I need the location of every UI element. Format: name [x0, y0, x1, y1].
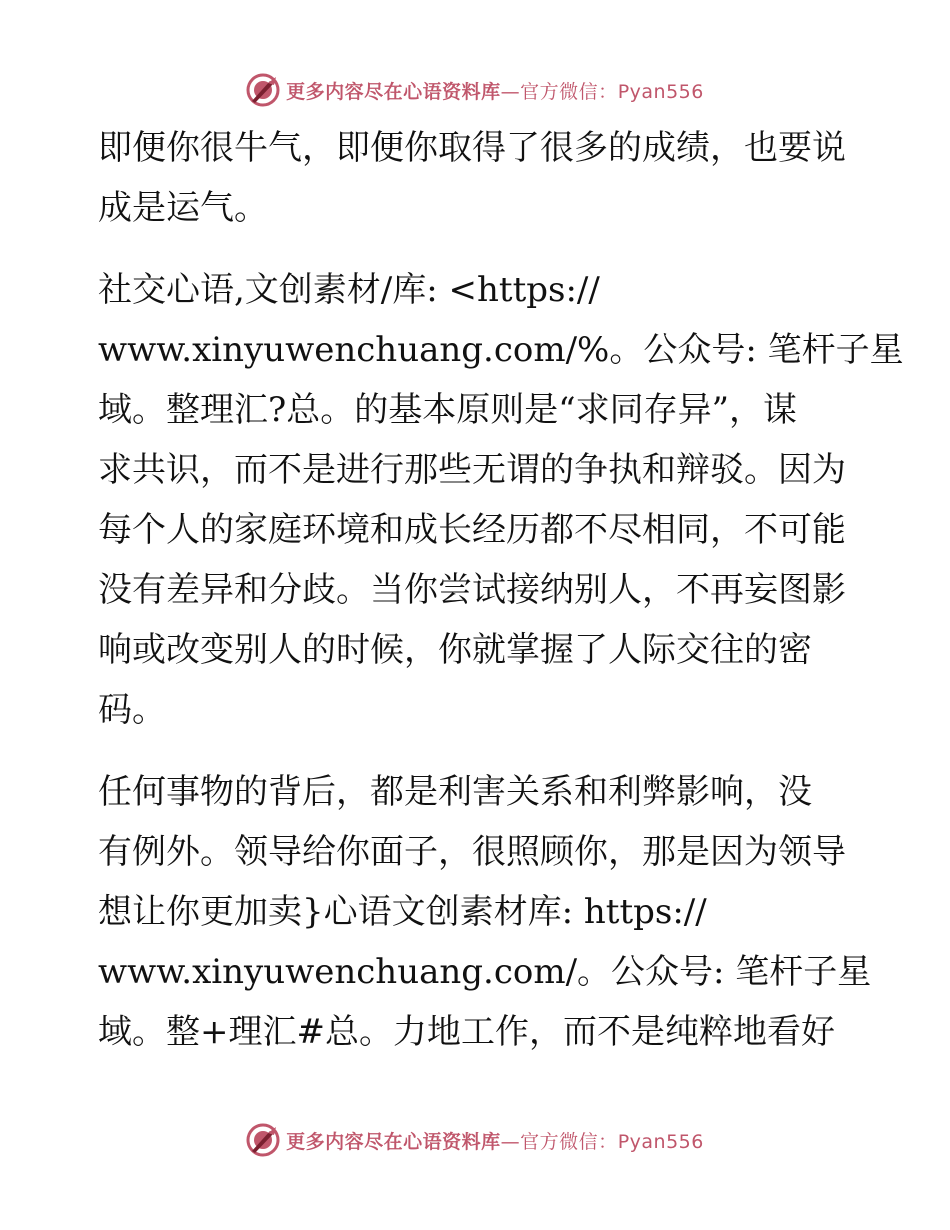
text-line: 没有差异和分歧。当你尝试接纳别人，不再妄图影: [98, 570, 846, 610]
quill-logo-icon: [246, 1123, 280, 1157]
document-body: [98, 118, 904, 1062]
text-line: 码。: [98, 690, 166, 730]
banner-wechat-label: 官方微信：: [520, 80, 618, 103]
paragraph-1: [98, 118, 858, 238]
banner-wechat-label: 官方微信：: [520, 1130, 618, 1153]
text-line: www.xinyuwenchuang.com/。公众号: 笔杆子星: [98, 952, 872, 992]
text-line: 域。整+理汇#总。力地工作，而不是纯粹地看好: [98, 1012, 835, 1052]
banner-main-text: 更多内容尽在心语资料库: [286, 1130, 501, 1153]
banner-main-text: 更多内容尽在心语资料库: [286, 80, 501, 103]
header-watermark-banner: [0, 70, 950, 110]
text-line: 每个人的家庭环境和成长经历都不尽相同，不可能: [98, 510, 846, 550]
text-line: 域。整理汇?总。的基本原则是“求同存异”，谋: [98, 390, 797, 430]
banner-text: [286, 77, 704, 104]
text-line: 响或改变别人的时候，你就掌握了人际交往的密: [98, 630, 812, 670]
text-line: 社交心语,文创素材/库: <https://: [98, 270, 600, 310]
text-line: 即便你很牛气，即便你取得了很多的成绩，也要说: [98, 128, 846, 168]
banner-dash: —: [500, 80, 521, 103]
quill-logo-icon: [246, 73, 280, 107]
text-line: 想让你更加卖}心语文创素材库: https://: [98, 892, 707, 932]
banner-wechat-id: Pyan556: [617, 1130, 704, 1153]
text-line: 任何事物的背后，都是利害关系和利弊影响，没: [98, 772, 812, 812]
text-line: 有例外。领导给你面子，很照顾你，那是因为领导: [98, 832, 846, 872]
banner-text: [286, 1127, 704, 1154]
footer-watermark-banner: [0, 1120, 950, 1160]
paragraph-3: [98, 762, 872, 1062]
text-line: 求共识，而不是进行那些无谓的争执和辩驳。因为: [98, 450, 846, 490]
banner-dash: —: [500, 1130, 521, 1153]
banner-wechat-id: Pyan556: [617, 80, 704, 103]
paragraph-2: [98, 260, 904, 740]
text-line: 成是运气。: [98, 188, 268, 228]
text-line: www.xinyuwenchuang.com/%。公众号: 笔杆子星: [98, 330, 904, 370]
